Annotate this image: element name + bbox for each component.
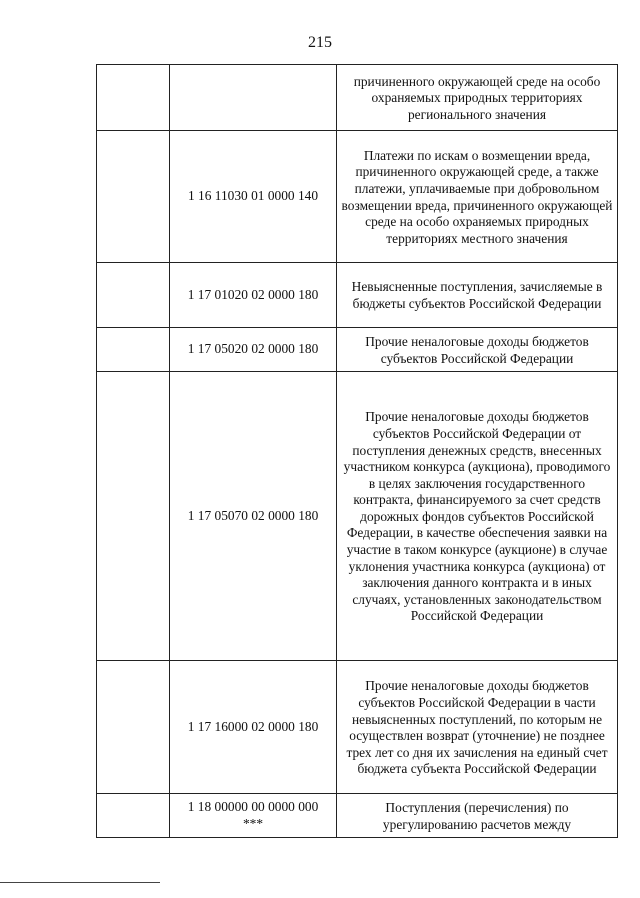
admin-code-cell (97, 372, 170, 661)
table-row (97, 794, 618, 838)
description-text: Невыясненные поступления, зачисляемые в бюджеты субъектов Российской Федерации (351, 279, 603, 311)
description-cell (337, 372, 618, 661)
table-row (97, 661, 618, 794)
description-text: Прочие неналоговые доходы бюджетов субъектов Российской Федерации в части невыясненных поступлений, по которым не осуществлен возврат (уточнение) не позднее трех лет со дня их зачисления на единый счет бюджета субъекта Российской Федерации (346, 678, 608, 777)
admin-code-cell (97, 131, 170, 263)
budget-code: 1 17 16000 02 0000 180 (187, 718, 319, 734)
admin-code-cell (97, 263, 170, 328)
description-cell (337, 794, 618, 838)
description-text: Прочие неналоговые доходы бюджетов субъектов Российской Федерации (365, 334, 589, 366)
description-cell (337, 131, 618, 263)
budget-code: 1 17 05020 02 0000 180 (187, 341, 319, 357)
description-cell (337, 328, 618, 372)
admin-code-cell (97, 794, 170, 838)
description-text: причиненного окружающей среде на особо охраняемых природных территориях регионального значения (353, 73, 601, 122)
description-text: Платежи по искам о возмещении вреда, причиненного окружающей среде, а также платежи, уплачиваемые при добровольном возмещении вреда, причиненного окружающей среде на особо охраняемых природных территориях местного значения (341, 147, 613, 246)
budget-code-note: *** (242, 815, 264, 831)
description-cell (337, 263, 618, 328)
budget-code-cell (170, 328, 337, 372)
admin-code-cell (97, 65, 170, 131)
page-number: 215 (308, 34, 332, 51)
table-row (97, 263, 618, 328)
budget-codes-table (96, 64, 618, 838)
description-text: Поступления (перечисления) по урегулированию расчетов между (382, 800, 572, 832)
table-row (97, 328, 618, 372)
footnote-separator-line (0, 882, 160, 883)
description-cell (337, 65, 618, 131)
admin-code-cell (97, 328, 170, 372)
budget-code-cell (170, 131, 337, 263)
description-text: Прочие неналоговые доходы бюджетов субъектов Российской Федерации от поступления денежных средств, внесенных участником конкурса (аукциона), проводимого в целях заключения государственного контракта, финансируемого за счет средств дорожных фондов субъектов Российской Федерации, в качестве обеспечения заявки на участие в таком конкурсе (аукционе) в случае уклонения участника конкурса (аукциона) от заключения данного контракта и в иных случаях, установленных законодательством Российской Федерации (343, 409, 611, 624)
budget-code-cell (170, 263, 337, 328)
admin-code-cell (97, 661, 170, 794)
table-row (97, 65, 618, 131)
budget-code: 1 17 01020 02 0000 180 (187, 286, 319, 302)
budget-code-cell (170, 661, 337, 794)
budget-code: 1 16 11030 01 0000 140 (187, 188, 319, 204)
budget-code: 1 18 00000 00 0000 000 (187, 799, 319, 815)
budget-code-cell (170, 372, 337, 661)
budget-code-cell (170, 794, 337, 838)
budget-code-cell (170, 65, 337, 131)
table-row (97, 372, 618, 661)
table-row (97, 131, 618, 263)
description-cell (337, 661, 618, 794)
budget-code: 1 17 05070 02 0000 180 (187, 507, 319, 523)
